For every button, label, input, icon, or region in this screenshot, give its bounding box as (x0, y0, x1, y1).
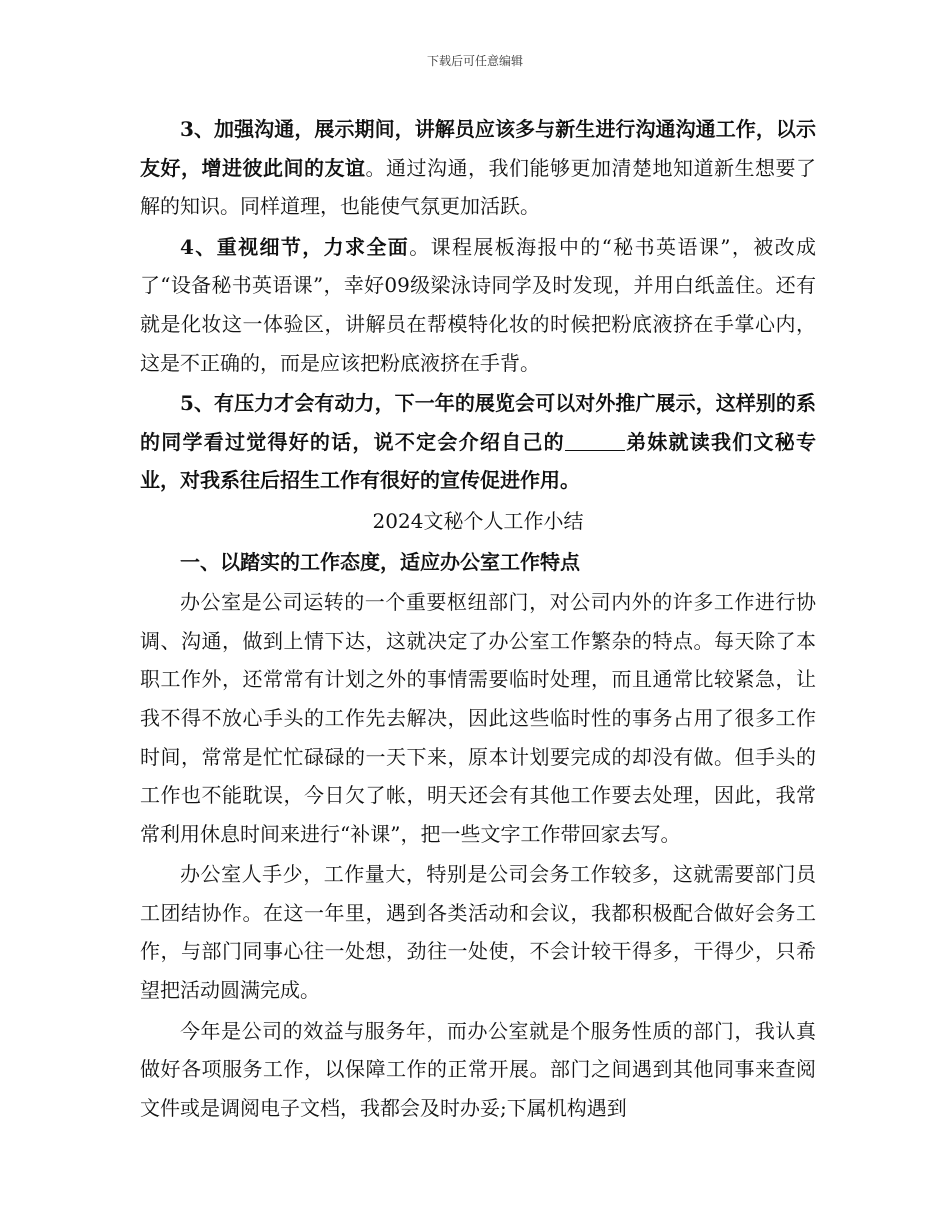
section-heading-1: 一、以踏实的工作态度，适应办公室工作特点 (180, 549, 580, 574)
paragraph-5-part-b: 弟妹就读我们文秘专业，对我系往后招生工作有很好的宣传促进作用。 (140, 429, 817, 493)
body-paragraph-2: 办公室人手少，工作量大，特别是公司会务工作较多，这就需要部门员工团结协作。在这一年里，遇到各类活动和会议，我都积极配合做好会务工作，与部门同事心往一处想，劲往一处使，不会计较干得多，干得少，只希望把活动圆满完成。 (140, 862, 816, 1003)
paragraph-4-lead: 4、重视细节，力求全面 (180, 234, 410, 259)
document-title: 2024文秘个人工作小结 (372, 508, 584, 533)
body-paragraph-1: 办公室是公司运转的一个重要枢纽部门，对公司内外的许多工作进行协调、沟通，做到上情下达，这就决定了办公室工作繁杂的特点。每天除了本职工作外，还常常有计划之外的事情需要临时处理，而且通常比较紧急，让我不得不放心手头的工作先去解决，因此这些临时性的事务占用了很多工作时间，常常是忙忙碌碌的一天下来，原本计划要完成的却没有做。但手头的工作也不能耽误，今日欠了帐，明天还会有其他工作要去处理，因此，我常常利用休息时间来进行“补课”，把一些文字工作带回家去写。 (140, 590, 816, 846)
paragraph-5 (140, 384, 816, 500)
paragraph-4-body: 。课程展板海报中的“秘书英语课”，被改成了“设备秘书英语课”，幸好09级梁泳诗同学及时发现，并用白纸盖住。还有就是化妆这一体验区，讲解员在帮模特化妆的时候把粉底液挤在手掌心内，这是不正确的，而是应该把粉底液挤在手背。 (140, 234, 816, 375)
body-paragraph-3: 今年是公司的效益与服务年，而办公室就是个服务性质的部门，我认真做好各项服务工作，以保障工作的正常开展。部门之间遇到其他同事来查阅文件或是调阅电子文档，我都会及时办妥;下属机构遇到 (140, 1018, 816, 1120)
document-body (140, 110, 816, 1127)
paragraph-5-part-a: 5、有压力才会有动力，下一年的展览会可以对外推广展示，这样别的系的同学看过觉得好的话，说不定会介绍自己的 (140, 391, 816, 454)
fill-in-blank (565, 430, 625, 451)
paragraph-3-body: 。通过沟通，我们能够更加清楚地知道新生想要了解的知识。同样道理，也能使气氛更加活跃。 (140, 155, 816, 219)
paragraph-3-lead: 3、加强沟通，展示期间，讲解员应该多与新生进行沟通沟通工作，以示友好，增进彼此间的友谊 (140, 117, 816, 180)
paragraph-4 (140, 228, 816, 382)
paragraph-3 (140, 110, 816, 226)
page-header: 下载后可任意编辑 (426, 54, 523, 68)
